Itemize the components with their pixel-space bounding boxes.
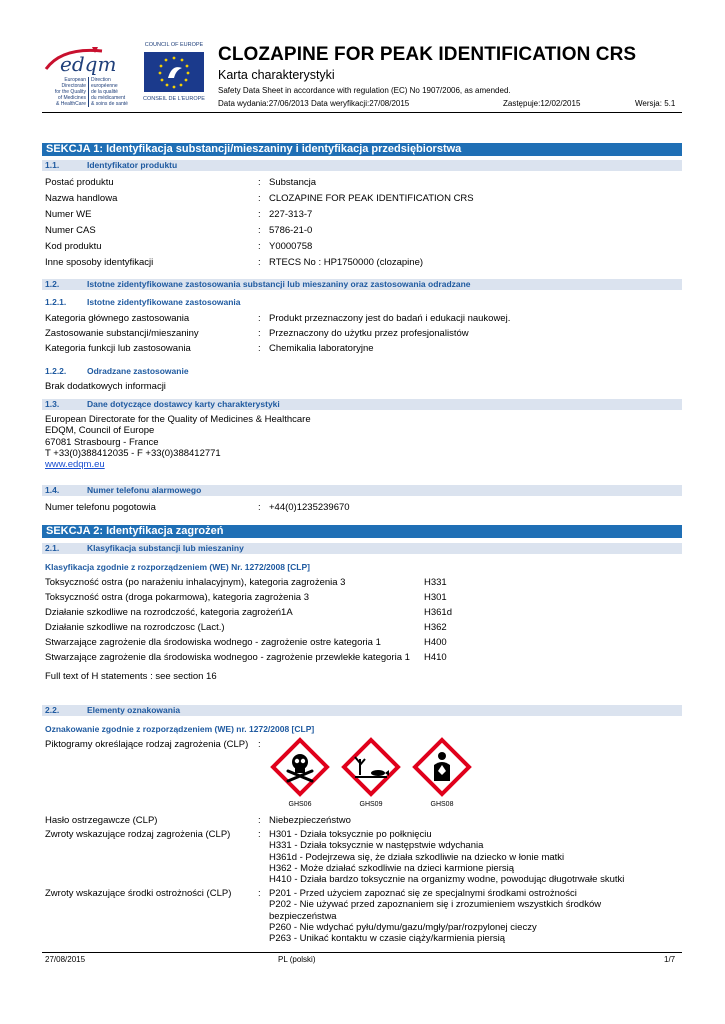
coe-flag-icon xyxy=(138,50,210,96)
clp-classification-heading: Klasyfikacja zgodnie z rozporządzeniem (WE) Nr. 1272/2008 [CLP] xyxy=(45,562,310,572)
field-value: Y0000758 xyxy=(269,241,313,252)
hazard-code: H362 xyxy=(424,622,447,633)
hazard-label: Stwarzające zagrożenie dla środowiska wodnego - zagrożenie ostre kategoria 1 xyxy=(45,637,381,648)
footer-language: PL (polski) xyxy=(278,955,316,964)
ghs08-health-hazard-icon xyxy=(412,737,472,800)
document-title: CLOZAPINE FOR PEAK IDENTIFICATION CRS xyxy=(218,44,637,65)
clp-label-heading: Oznakowanie zgodnie z rozporządzeniem (WE) nr. 1272/2008 [CLP] xyxy=(45,724,315,734)
hazard-label: Toksyczność ostra (po narażeniu inhalacyjnym), kategoria zagrożenia 3 xyxy=(45,577,346,588)
section-2-2-header: 2.2. Elementy oznakowania xyxy=(42,705,682,716)
signal-word-value: Niebezpieczeństwo xyxy=(269,815,351,826)
section-1-4-header: 1.4. Numer telefonu alarmowego xyxy=(42,485,682,496)
field-label: Kod produktu xyxy=(45,241,102,252)
hazard-code: H301 xyxy=(424,592,447,603)
edqm-logo-mark xyxy=(42,43,132,77)
supplier-website-link[interactable]: www.edqm.eu xyxy=(45,459,105,471)
field-label: Numer telefonu pogotowia xyxy=(45,502,156,513)
hazard-label: Stwarzające zagrożenie dla środowiska wodnegoo - zagrożenie przewlekłe kategoria 1 xyxy=(45,652,410,663)
hazard-code: H331 xyxy=(424,577,447,588)
field-label: Numer CAS xyxy=(45,225,96,236)
field-value: 227-313-7 xyxy=(269,209,313,220)
field-label: Zastosowanie substancji/mieszaniny xyxy=(45,328,199,339)
field-label: Inne sposoby identyfikacji xyxy=(45,257,154,268)
replaces-date: Zastępuje:12/02/2015 xyxy=(503,99,581,108)
full-text-note: Full text of H statements : see section 16 xyxy=(45,671,217,682)
edqm-logo: edqm European Directorate for the Quality of Medicines & HealthCare Direction européenne de la qualité du médicament & soins de santé xyxy=(42,43,132,105)
section1-header: SEKCJA 1: Identyfikacja substancji/mieszaniny i identyfikacja przedsiębiorstwa xyxy=(42,143,682,156)
section-1-1-header: 1.1. Identyfikator produktu xyxy=(42,160,682,171)
no-info-text: Brak dodatkowych informacji xyxy=(45,381,166,392)
h-statements-list: H301 - Działa toksycznie po połknięciu H331 - Działa toksycznie w następstwie wdychania H361d - Podejrzewa się, że działa szkodliwie na dziecko w łonie matki H362 - Może działać szkodliwie na dzieci karmione piersią H410 - Działa bardzo toksycznie na organizmy wodne, powodując długotrwałe skutki xyxy=(269,829,625,886)
hazard-label: Działanie szkodliwe na rozrodczosc (Lact.) xyxy=(45,622,225,633)
field-value: Chemikalia laboratoryjne xyxy=(269,343,374,354)
hazard-label: Działanie szkodliwe na rozrodczość, kategoria zagrożeń1A xyxy=(45,607,293,618)
footer-date: 27/08/2015 xyxy=(45,955,86,964)
hazard-label: Toksyczność ostra (droga pokarmowa), kategoria zagrożenia 3 xyxy=(45,592,310,603)
pictogram-caption: GHS06 xyxy=(288,801,312,808)
field-label: Kategoria głównego zastosowania xyxy=(45,313,190,324)
ghs09-environment-icon xyxy=(341,737,401,800)
footer-page-number: 1/7 xyxy=(664,955,676,964)
field-value: CLOZAPINE FOR PEAK IDENTIFICATION CRS xyxy=(269,193,474,204)
field-value: 5786-21-0 xyxy=(269,225,313,236)
section-2-1-header: 2.1. Klasyfikacja substancji lub mieszaniny xyxy=(42,543,682,554)
footer-divider xyxy=(42,952,682,953)
field-label: Nazwa handlowa xyxy=(45,193,118,204)
field-value: Przeznaczony do użytku przez profesjonalistów xyxy=(269,328,469,339)
p-statements-list: P201 - Przed użyciem zapoznać się ze specjalnymi środkami ostrożności P202 - Nie używać przed zapoznaniem się i zrozumieniem wszystkich środków bezpieczeństwa P260 - Nie wdychać pyłu/dymu/gazu/mgły/par/rozpylonej cieczy P263 - Unikać kontaktu w czasie ciąży/karmienia piersią xyxy=(269,888,602,945)
pictogram-caption: GHS09 xyxy=(359,801,383,808)
section2-header: SEKCJA 2: Identyfikacja zagrożeń xyxy=(42,525,682,538)
header-divider xyxy=(42,112,682,113)
field-value: Produkt przeznaczony jest do badań i edukacji naukowej. xyxy=(269,313,511,324)
version: Wersja: 5.1 xyxy=(635,99,676,108)
issue-dates: Data wydania:27/06/2013 Data weryfikacji:27/08/2015 xyxy=(218,99,410,108)
pictogram-caption: GHS08 xyxy=(430,801,454,808)
field-label: Kategoria funkcji lub zastosowania xyxy=(45,343,191,354)
pictograms-label: Piktogramy określające rodzaj zagrożenia (CLP) xyxy=(45,739,249,750)
field-value: Substancja xyxy=(269,177,317,188)
hazard-code: H410 xyxy=(424,652,447,663)
emergency-phone: +44(0)1235239670 xyxy=(269,502,350,513)
coe-logo: COUNCIL OF EUROPE CONSEIL DE L'EUROPE xyxy=(138,42,210,106)
supplier-address: European Directorate for the Quality of Medicines & Healthcare EDQM, Council of Europe 67081 Strasbourg - France T +33(0)388412035 - F +33(0)388412771 www.edqm.eu xyxy=(45,414,311,471)
section-1-3-header: 1.3. Dane dotyczące dostawcy karty charakterystyki xyxy=(42,399,682,410)
section-1-2-header: 1.2. Istotne zidentyfikowane zastosowania substancji lub mieszaniny oraz zastosowania odradzane xyxy=(42,279,682,290)
field-label: Numer WE xyxy=(45,209,92,220)
field-label: Postać produktu xyxy=(45,177,114,188)
document-subtitle: Karta charakterystyki xyxy=(218,68,335,82)
svg-text:edqm: edqm xyxy=(60,52,117,76)
h-statements-label: Zwroty wskazujące rodzaj zagrożenia (CLP) xyxy=(45,829,231,840)
hazard-code: H400 xyxy=(424,637,447,648)
ghs06-skull-icon xyxy=(270,737,330,800)
regulation-note: Safety Data Sheet in accordance with regulation (EC) No 1907/2006, as amended. xyxy=(218,86,511,95)
field-value: RTECS No : HP1750000 (clozapine) xyxy=(269,257,424,268)
signal-word-label: Hasło ostrzegawcze (CLP) xyxy=(45,815,158,826)
hazard-code: H361d xyxy=(424,607,452,618)
p-statements-label: Zwroty wskazujące środki ostrożności (CLP) xyxy=(45,888,232,899)
